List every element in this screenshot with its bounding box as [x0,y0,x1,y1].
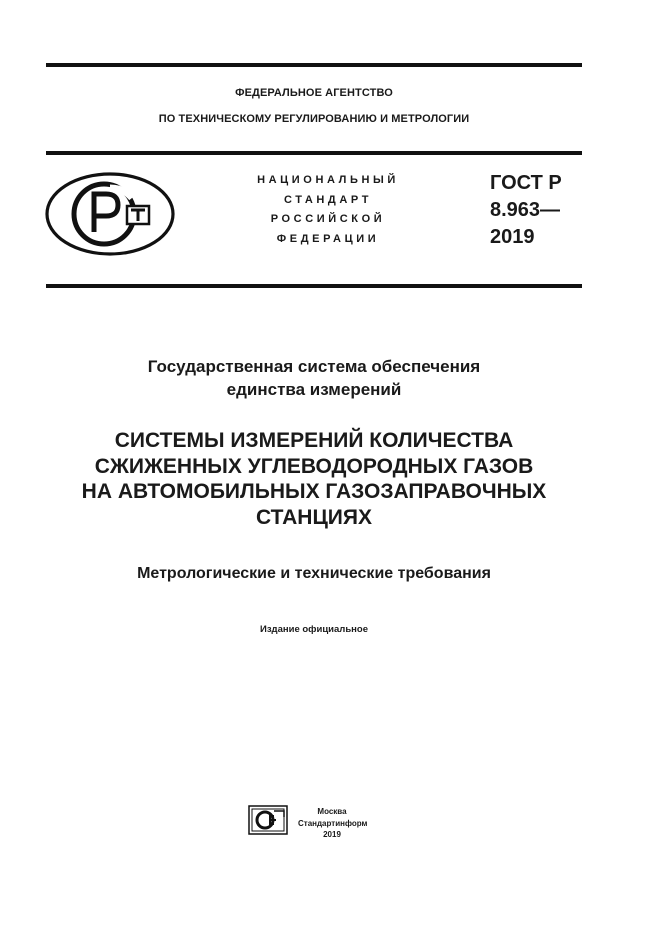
designation-line: 8.963— [490,199,561,221]
publisher-city: Москва [317,807,347,816]
standartinform-logo-icon [248,805,288,835]
national-line: НАЦИОНАЛЬНЫЙ [257,174,399,186]
publisher-name: Стандартинформ [298,818,368,828]
rst-mark-icon [44,170,176,258]
national-line: РОССИЙСКОЙ [270,213,386,225]
publisher-year: 2019 [323,830,341,839]
top-rule [46,63,582,67]
title-line: СТАНЦИЯХ [255,505,372,529]
title-line: НА АВТОМОБИЛЬНЫХ ГАЗОЗАПРАВОЧНЫХ [81,480,547,503]
publisher-block [298,806,366,841]
designation-line: 2019 [490,226,535,248]
national-line: СТАНДАРТ [283,193,373,206]
national-standard-label [230,171,426,249]
series-title [46,355,582,401]
series-line: единства измерений [226,380,402,399]
standard-designation [490,170,562,251]
edition-note: Издание официальное [260,624,368,635]
title-line: СЖИЖЕННЫХ УГЛЕВОДОРОДНЫХ ГАЗОВ [94,454,534,478]
block-rule [46,284,582,288]
agency-name-line1: ФЕДЕРАЛЬНОЕ АГЕНТСТВО [235,87,393,99]
designation-line: ГОСТ Р [490,172,562,194]
document-subtitle: Метрологические и технические требования [137,565,491,582]
national-line: ФЕДЕРАЦИИ [276,232,380,245]
header-rule [46,151,582,155]
agency-name-line2: ПО ТЕХНИЧЕСКОМУ РЕГУЛИРОВАНИЮ И МЕТРОЛОГИИ [158,113,470,125]
document-title [46,428,582,530]
title-line: СИСТЕМЫ ИЗМЕРЕНИЙ КОЛИЧЕСТВА [114,429,514,452]
series-line: Государственная система обеспечения [147,357,481,376]
